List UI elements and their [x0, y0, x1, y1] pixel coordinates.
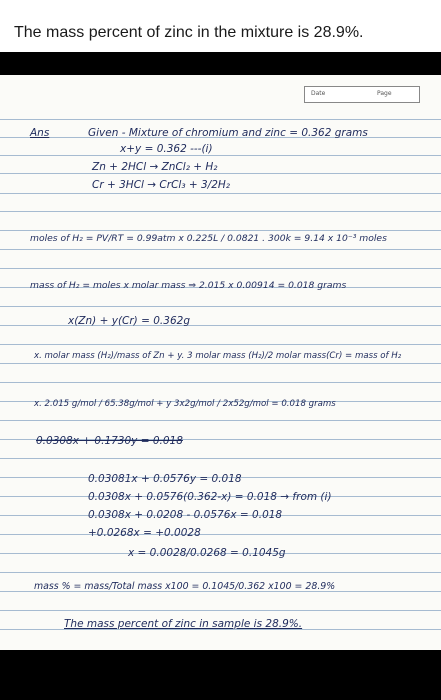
notebook-page — [0, 75, 441, 650]
conclusion-line: The mass percent of zinc in sample is 28.9%. — [64, 618, 303, 630]
ruled-line — [0, 211, 441, 212]
ruled-line — [0, 534, 441, 535]
ruled-line — [0, 155, 441, 156]
solve-step-4: +0.0268x = +0.0028 — [88, 527, 201, 539]
ruled-line — [0, 420, 441, 421]
ruled-line — [0, 363, 441, 364]
ruled-line — [0, 572, 441, 573]
relation-line: x. molar mass (H₂)/mass of Zn + y. 3 molar mass (H₂)/2 molar mass(Cr) = mass of H₂ — [34, 351, 402, 361]
date-label: Date — [311, 90, 326, 97]
date-page-stamp — [304, 86, 420, 103]
struck-line: 0.0308x + 0.1730y = 0.018 — [36, 435, 183, 447]
ruled-line — [0, 610, 441, 611]
ruled-line — [0, 306, 441, 307]
ruled-line — [0, 325, 441, 326]
reaction-zn: Zn + 2HCl → ZnCl₂ + H₂ — [92, 161, 218, 173]
ruled-line — [0, 230, 441, 231]
ruled-line — [0, 173, 441, 174]
ans-label: Ans — [30, 127, 50, 139]
answer-header — [0, 0, 441, 52]
substitution-line: x. 2.015 g/mol / 65.38g/mol + y 3x2g/mol / 2x52g/mol = 0.018 grams — [34, 399, 336, 409]
moles-sum-line: x(Zn) + y(Cr) = 0.362g — [68, 315, 190, 327]
solve-step-3: 0.0308x + 0.0208 - 0.0576x = 0.018 — [88, 509, 283, 521]
ruled-line — [0, 458, 441, 459]
solve-step-1: 0.03081x + 0.0576y = 0.018 — [88, 473, 242, 485]
moles-h2-line: moles of H₂ = PV/RT = 0.99atm x 0.225L / 0.0821 . 300k = 9.14 x 10⁻³ moles — [30, 233, 387, 244]
ruled-line — [0, 119, 441, 120]
ruled-line — [0, 382, 441, 383]
ruled-line — [0, 193, 441, 194]
mass-h2-line: mass of H₂ = moles x molar mass ⇒ 2.015 x 0.00914 = 0.018 grams — [30, 280, 347, 291]
solve-step-5: x = 0.0028/0.0268 = 0.1045g — [128, 547, 286, 559]
reaction-cr: Cr + 3HCl → CrCl₃ + 3/2H₂ — [92, 179, 231, 191]
ruled-line — [0, 249, 441, 250]
ruled-line — [0, 344, 441, 345]
equation-1: x+y = 0.362 ---(i) — [120, 143, 213, 155]
answer-text: The mass percent of zinc in the mixture is 28.9%. — [14, 24, 364, 41]
given-line: Given - Mixture of chromium and zinc = 0.362 grams — [88, 127, 368, 139]
ruled-line — [0, 268, 441, 269]
page-label: Page — [377, 90, 392, 97]
solve-step-2: 0.0308x + 0.0576(0.362-x) = 0.018 → from (i) — [88, 491, 332, 503]
mass-percent-line: mass % = mass/Total mass x100 = 0.1045/0.362 x100 = 28.9% — [34, 581, 336, 592]
